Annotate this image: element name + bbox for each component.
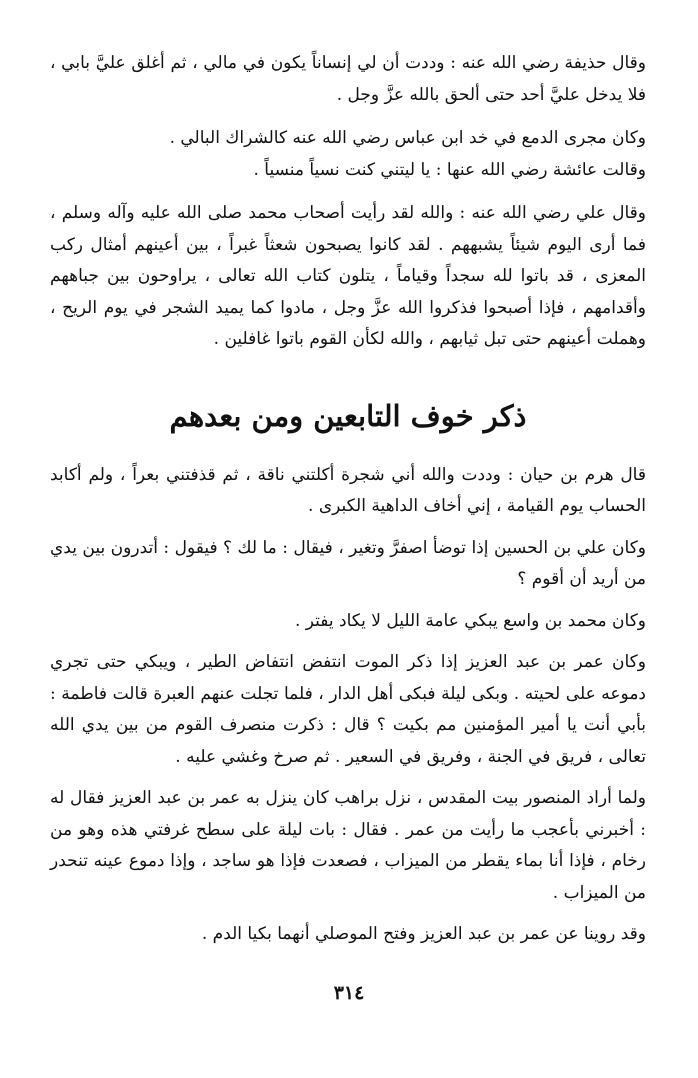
- paragraph-ali-ibn-husayn: وكان علي بن الحسين إذا توضأ اصفرَّ وتغير ، فيقال : ما لك ؟ فيقول : أتدرون بين يدي من أريد أن أقوم ؟: [50, 537, 646, 589]
- paragraph-ali: وقال علي رضي الله عنه : والله لقد رأيت أصحاب محمد صلى الله عليه وآله وسلم ، فما أرى اليوم شيئاً يشبههم . لقد كانوا يصبحون شعثاً غبراً ، بين أعينهم أمثال ركب المعزى ، قد باتوا لله سجداً وقياماً ، يتلون كتاب الله تعالى ، يراوحون بين جباههم وأقدامهم ، فإذا أصبحوا فذكروا الله عزَّ وجل ، مادوا كما يميد الشجر في يوم الريح ، وهملت أعينهم حتى تبل ثيابهم ، والله لكأن القوم باتوا غافلين .: [50, 203, 646, 349]
- section-title: ذكر خوف التابعين ومن بعدهم: [169, 398, 527, 433]
- page-number: ٣١٤: [333, 982, 365, 1004]
- paragraph-ibn-abbas: وكان مجرى الدمع في خد ابن عباس رضي الله عنه كالشراك البالي .: [169, 128, 646, 148]
- paragraph-umar-abdulaziz: وكان عمر بن عبد العزيز إذا ذكر الموت انتفض انتفاض الطير ، ويبكي حتى تجري دموعه على لحيته . وبكى ليلة فبكى أهل الدار ، فلما تجلت عنهم العبرة قالت فاطمة : بأبي أنت يا أمير المؤمنين مم بكيت ؟ قال : ذكرت منصرف القوم من بين يدي الله تعالى ، فريق في الجنة ، وفريق في السعير . ثم صرخ وغشي عليه .: [50, 652, 646, 767]
- paragraph-harim: قال هرم بن حيان : وددت والله أني شجرة أكلتني ناقة ، ثم قذفتني بعراً ، ولم أكابد الحساب يوم القيامة ، إني أخاف الداهية الكبرى .: [50, 464, 646, 516]
- paragraph-hudhayfa: وقال حذيفة رضي الله عنه : وددت أن لي إنساناً يكون في مالي ، ثم أغلق عليَّ بابي ، فلا يدخل عليَّ أحد حتى ألحق بالله عزَّ وجل .: [50, 53, 646, 105]
- paragraph-weeping-blood: وقد روينا عن عمر بن عبد العزيز وفتح الموصلي أنهما بكيا الدم .: [201, 924, 646, 944]
- paragraph-aisha: وقالت عائشة رضي الله عنها : يا ليتني كنت نسياً منسياً .: [253, 159, 646, 180]
- paragraph-ibn-wasi: وكان محمد بن واسع يبكي عامة الليل لا يكاد يفتر .: [294, 610, 646, 631]
- paragraph-mansur: ولما أراد المنصور بيت المقدس ، نزل براهب كان ينزل به عمر بن عبد العزيز فقال له : أخبرني بأعجب ما رأيت من عمر . فقال : بات ليلة على سطح غرفتي هذه وهو من رخام ، فإذا أنا بماء يقطر من الميزاب ، فصعدت فإذا هو ساجد ، وإذا دموع عينه تنحدر من الميزاب .: [50, 788, 646, 903]
